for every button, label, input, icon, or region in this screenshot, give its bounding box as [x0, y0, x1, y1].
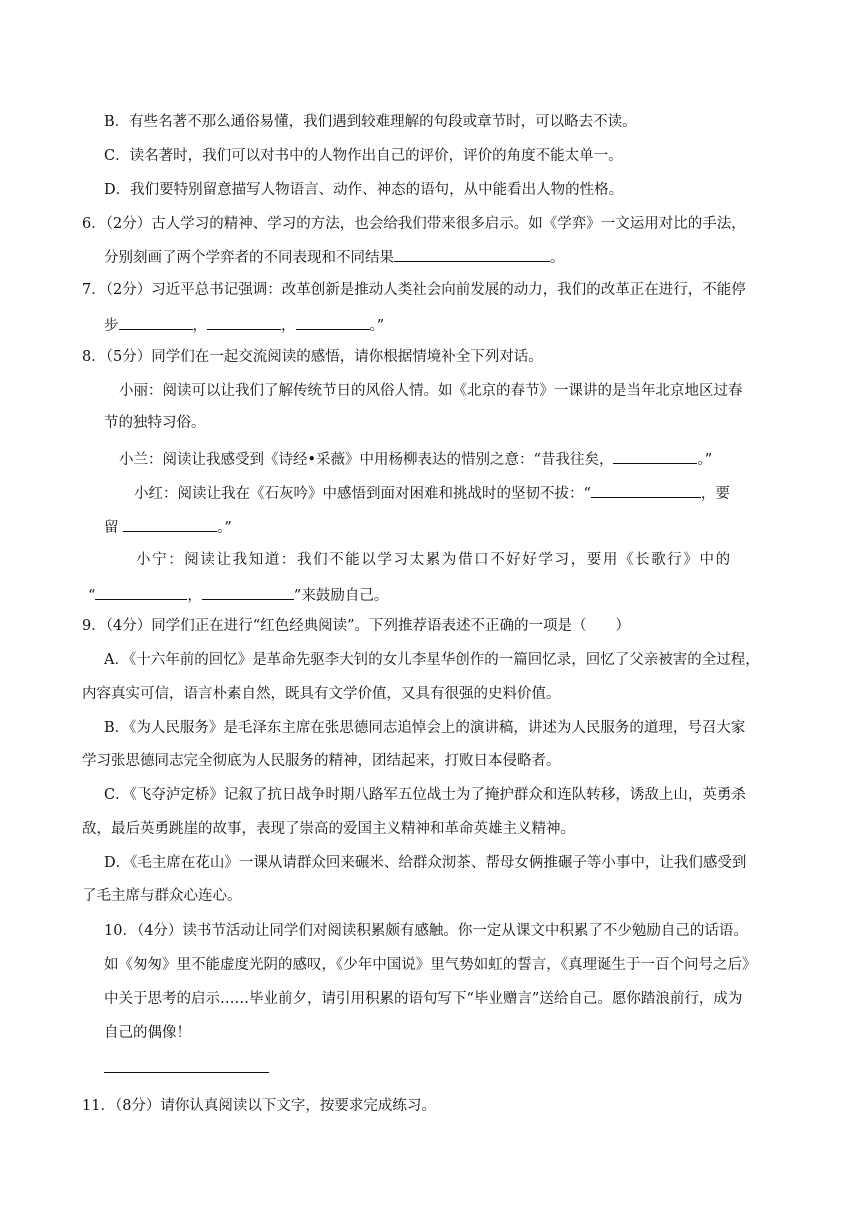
q10-answer-line[interactable]	[104, 1072, 269, 1073]
q10-line-3: 中关于思考的启示……毕业前夕，请引用积累的语句写下“毕业赠言”送给自己。愿你踏浪前行，成为	[104, 991, 743, 1007]
q8-xiaoning-line-2	[88, 584, 388, 606]
q8-xiaoning-sep: ，	[187, 588, 202, 604]
q11-title: 11．（8分）请你认真阅读以下文字，按要求完成练习。	[82, 1098, 436, 1114]
q9-option-c-line-2: 敌，最后英勇跳崖的故事，表现了崇高的爱国主义精神和革命英雄主义精神。	[82, 821, 575, 837]
q6-line-1: 6．（2分）古人学习的精神、学习的方法，也会给我们带来很多启示。如《学弈》一文运用对比的手法，	[82, 216, 746, 232]
q9-option-b-line-2: 学习张思德同志完全彻底为人民服务的精神，团结起来，打败日本侵略者。	[82, 753, 561, 769]
q7-end: 。”	[369, 318, 385, 334]
q8-xiaoning-end: ”来鼓励自己。	[293, 588, 389, 604]
q8-xiaohong-text-2: 留	[104, 520, 119, 536]
q9-option-c-line-1: C．《飞夺泸定桥》记叙了抗日战争时期八路军五位战士为了掩护群众和连队转移，诱敌上山，英勇杀	[104, 787, 746, 803]
q7-line-1: 7．（2分）习近平总书记强调：改革创新是推动人类社会向前发展的动力，我们的改革正在进行，不能停	[82, 282, 746, 298]
q8-xiaohong-end-2: 。”	[217, 520, 232, 536]
q5-option-d: D．我们要特别留意描写人物语言、动作、神态的语句，从中能看出人物的性格。	[104, 182, 624, 198]
q9-option-d-line-2: 了毛主席与群众心连心。	[82, 888, 242, 904]
q6-end: 。	[550, 250, 565, 266]
q7-sep-1: ，	[192, 318, 207, 334]
q10-line-2: 如《匆匆》里不能虚度光阴的感叹，《少年中国说》里气势如虹的誓言，《真理诞生于一百个问号之后》	[104, 957, 757, 973]
q7-line-2	[104, 314, 384, 336]
q8-title: 8．（5分）同学们在一起交流阅读的感悟，请你根据情境补全下列对话。	[82, 349, 543, 365]
q5-option-b: B．有些名著不那么通俗易懂，我们遇到较难理解的句段或章节时，可以略去不读。	[104, 114, 637, 130]
q9-option-a-line-2: 内容真实可信，语言朴素自然，既具有文学价值，又具有很强的史料价值。	[82, 686, 561, 702]
q8-xiaolan-end: 。”	[697, 452, 713, 468]
q8-xiaohong-text: 小红：阅读让我在《石灰吟》中感悟到面对困难和挑战时的坚韧不拔：“	[134, 486, 591, 502]
q7-sep-2: ，	[281, 318, 296, 334]
q8-xiaohong-blank-1[interactable]	[591, 482, 701, 498]
q6-answer-blank[interactable]	[394, 246, 550, 262]
q8-xiaolan-text: 小兰：阅读让我感受到《诗经•采薇》中用杨柳表达的惜别之意：“昔我往矣，	[119, 452, 614, 468]
q8-xiaohong-line-2	[104, 516, 232, 538]
q8-xiaoning-blank-2[interactable]	[202, 584, 294, 600]
q8-xiaoli-line-1: 小丽：阅读可以让我们了解传统节日的风俗人情。如《北京的春节》一课讲的是当年北京地区过春	[119, 383, 743, 399]
q9-option-b-line-1: B．《为人民服务》是毛泽东主席在张思德同志追悼会上的演讲稿，讲述为人民服务的道理，号召大家	[104, 720, 746, 736]
q8-xiaoning-blank-1[interactable]	[95, 584, 187, 600]
q9-title: 9．（4分）同学们正在进行“红色经典阅读”。下列推荐语表述不正确的一项是（ ）	[82, 618, 631, 634]
q8-xiaoli-line-2: 节的独特习俗。	[104, 415, 206, 431]
q8-xiaoning-line-1: 小宁：阅读让我知道：我们不能以学习太累为借口不好好学习，要用《长歌行》中的	[136, 552, 732, 568]
q7-blank-1[interactable]	[119, 314, 193, 330]
q7-blank-2[interactable]	[207, 314, 281, 330]
q8-xiaolan-blank[interactable]	[613, 448, 697, 464]
q9-option-d-line-1: D．《毛主席在花山》一课从请群众回来碾米、给群众沏茶、帮母女俩推碾子等小事中，让我们感受到	[104, 855, 747, 871]
q10-line-4: 自己的偶像！	[104, 1025, 191, 1041]
q10-line-1: 10．（4分）读书节活动让同学们对阅读积累颇有感触。你一定从课文中积累了不少勉励自己的话语。	[104, 923, 748, 939]
q8-xiaohong-blank-2[interactable]	[123, 516, 217, 532]
q7-start: 步	[104, 318, 119, 334]
q7-blank-3[interactable]	[296, 314, 370, 330]
q8-xiaohong-end-1: ，要	[700, 486, 730, 502]
q8-xiaohong-line-1	[134, 482, 730, 504]
q6-text: 分别刻画了两个学弈者的不同表现和不同结果	[104, 250, 394, 266]
q6-line-2	[104, 246, 565, 268]
q5-option-c: C．读名著时，我们可以对书中的人物作出自己的评价，评价的角度不能太单一。	[104, 148, 623, 164]
q9-option-a-line-1: A．《十六年前的回忆》是革命先驱李大钊的女儿李星华创作的一篇回忆录，回忆了父亲被害的全过程，	[104, 652, 760, 668]
q8-xiaolan-line	[119, 448, 712, 470]
q8-xiaoning-start: “	[88, 588, 96, 604]
